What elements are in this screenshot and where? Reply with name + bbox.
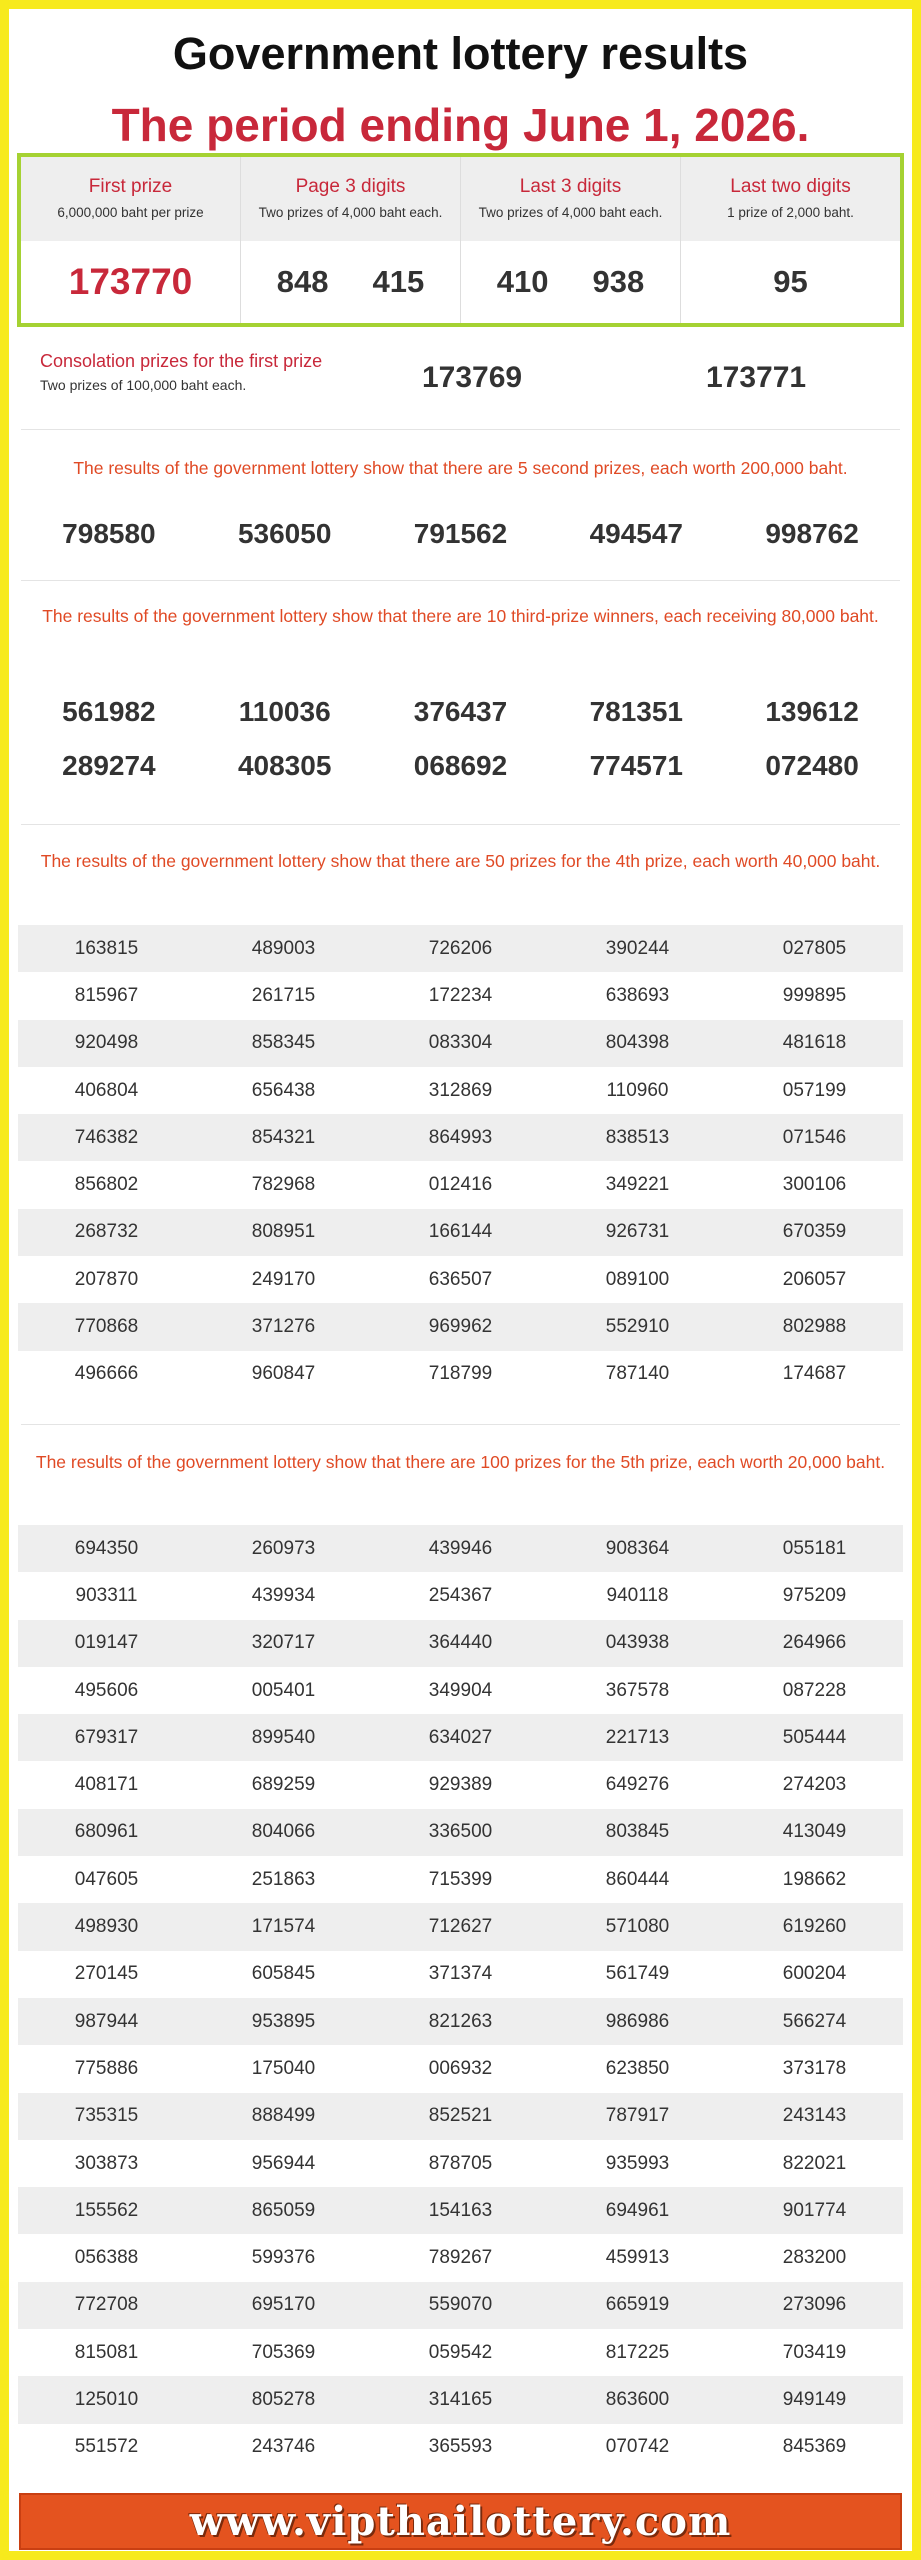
consolation-title: Consolation prizes for the first prize xyxy=(40,351,323,371)
divider xyxy=(21,580,900,581)
fifth-prize-number: 005401 xyxy=(251,1679,316,1701)
front3-values xyxy=(241,241,460,323)
second-prize-number: 536050 xyxy=(237,518,332,549)
third-prize-number: 068692 xyxy=(413,750,508,781)
front3-number: 848 xyxy=(276,264,329,299)
fifth-prize-number: 320717 xyxy=(251,1632,316,1654)
table-row xyxy=(18,925,903,972)
table-row xyxy=(18,1998,903,2045)
fifth-prize-number: 787917 xyxy=(605,2105,670,2127)
fifth-prize-number: 439934 xyxy=(251,1584,316,1606)
fourth-prize-number: 670359 xyxy=(782,1221,847,1243)
fifth-prize-number: 935993 xyxy=(605,2152,670,2174)
fifth-prize-number: 715399 xyxy=(428,1868,493,1890)
table-row xyxy=(18,1209,903,1256)
fifth-prize-number: 821263 xyxy=(428,2010,493,2032)
fourth-prize-number: 349221 xyxy=(605,1174,670,1196)
fourth-prize-number: 012416 xyxy=(428,1174,493,1196)
fourth-prize-number: 656438 xyxy=(251,1079,316,1101)
fifth-prize-number: 373178 xyxy=(782,2057,847,2079)
fourth-prize-number: 638693 xyxy=(605,984,670,1006)
fifth-prize-number: 822021 xyxy=(782,2152,847,2174)
second-prize-number: 494547 xyxy=(589,518,683,549)
fourth-prize-number: 858345 xyxy=(251,1032,316,1054)
fifth-prize-number: 303873 xyxy=(74,2152,139,2174)
fourth-prize-number: 268732 xyxy=(74,1221,139,1243)
table-row xyxy=(18,2093,903,2140)
fifth-prize-number: 561749 xyxy=(605,1963,670,1985)
second-prize-number: 798580 xyxy=(62,518,156,549)
fifth-prize-number: 817225 xyxy=(605,2341,670,2363)
third-prize-row xyxy=(21,750,900,782)
fifth-prize-number: 619260 xyxy=(782,1916,847,1938)
fifth-prize-number: 695170 xyxy=(251,2294,316,2316)
fifth-prize-number: 789267 xyxy=(428,2247,493,2269)
fourth-prize-number: 110960 xyxy=(606,1079,669,1101)
fifth-prize-number: 260973 xyxy=(251,1537,316,1559)
front3-column xyxy=(241,157,461,323)
fifth-prize-number: 221713 xyxy=(605,1726,670,1748)
fourth-prize-number: 864993 xyxy=(428,1126,493,1148)
fourth-prize-number: 808951 xyxy=(251,1221,316,1243)
first-prize-amount: 6,000,000 baht per prize xyxy=(57,205,204,220)
second-prize-number: 791562 xyxy=(413,518,508,549)
table-row xyxy=(18,1714,903,1761)
third-prize-number: 408305 xyxy=(237,750,332,781)
fifth-prize-number: 845369 xyxy=(782,2436,847,2458)
fourth-prize-number: 770868 xyxy=(74,1316,139,1338)
fourth-prize-number: 089100 xyxy=(605,1268,670,1290)
consolation-number: 173769 xyxy=(422,361,523,394)
table-row xyxy=(18,2376,903,2423)
last2-amount: 1 prize of 2,000 baht. xyxy=(727,205,854,220)
fourth-prize-number: 172234 xyxy=(428,984,493,1006)
fourth-prize-number: 481618 xyxy=(782,1032,847,1054)
fifth-prize-number: 365593 xyxy=(428,2436,493,2458)
fifth-prize-number: 019147 xyxy=(74,1632,139,1654)
fifth-prize-number: 605845 xyxy=(251,1963,316,1985)
fifth-prize-number: 408171 xyxy=(74,1774,139,1796)
fourth-prize-number: 300106 xyxy=(782,1174,847,1196)
last2-column xyxy=(681,157,900,323)
last2-header xyxy=(681,157,900,241)
fourth-prize-number: 746382 xyxy=(74,1126,139,1148)
fourth-prize-number: 406804 xyxy=(74,1079,139,1101)
fourth-prize-number: 920498 xyxy=(74,1032,139,1054)
fifth-prize-number: 805278 xyxy=(251,2388,316,2410)
front3-label: Page 3 digits xyxy=(295,176,406,197)
fifth-prize-number: 571080 xyxy=(605,1916,670,1938)
fourth-prize-number: 174687 xyxy=(782,1363,847,1385)
third-prize-number: 376437 xyxy=(413,696,508,727)
front3-number: 415 xyxy=(372,264,425,299)
fourth-prize-number: 969962 xyxy=(428,1316,493,1338)
fourth-prize-number: 166144 xyxy=(428,1221,493,1243)
fifth-prize-number: 665919 xyxy=(605,2294,670,2316)
fourth-prize-number: 057199 xyxy=(782,1079,847,1101)
table-row xyxy=(18,1020,903,1067)
table-row xyxy=(18,2234,903,2281)
table-row xyxy=(18,2187,903,2234)
fifth-prize-number: 956944 xyxy=(251,2152,316,2174)
fourth-prize-number: 802988 xyxy=(782,1316,847,1338)
third-prize-number: 561982 xyxy=(62,696,156,727)
fifth-prize-number: 043938 xyxy=(605,1632,670,1654)
table-row xyxy=(18,2282,903,2329)
fourth-prize-number: 261715 xyxy=(251,984,316,1006)
table-row xyxy=(18,1809,903,1856)
fifth-prize-number: 198662 xyxy=(782,1868,847,1890)
table-row xyxy=(18,2140,903,2187)
third-prize-number: 072480 xyxy=(765,750,859,781)
fifth-prize-number: 055181 xyxy=(782,1537,847,1559)
table-row xyxy=(18,1856,903,1903)
fifth-prize-number: 929389 xyxy=(428,1774,493,1796)
fifth-prize-number: 901774 xyxy=(782,2199,847,2221)
fifth-prize-number: 155562 xyxy=(74,2199,139,2221)
fifth-prize-number: 125010 xyxy=(74,2388,139,2410)
fifth-prize-number: 047605 xyxy=(74,1868,139,1890)
fourth-prize-number: 496666 xyxy=(74,1363,139,1385)
fifth-prize-number: 975209 xyxy=(782,1584,847,1606)
fifth-prize-number: 175040 xyxy=(251,2057,316,2079)
fourth-prize-number: 071546 xyxy=(782,1126,847,1148)
fifth-prize-number: 679317 xyxy=(74,1726,139,1748)
first-prize-label: First prize xyxy=(88,176,173,197)
front3-amount: Two prizes of 4,000 baht each. xyxy=(258,205,443,220)
table-row xyxy=(18,2329,903,2376)
fifth-prize-number: 804066 xyxy=(251,1821,316,1843)
fourth-prize-number: 390244 xyxy=(605,937,670,959)
period-title: The period ending June 1, 2026. xyxy=(111,99,810,151)
fifth-prize-number: 254367 xyxy=(428,1584,493,1606)
fourth-prize-number: 999895 xyxy=(782,984,847,1006)
fifth-prize-number: 498930 xyxy=(74,1916,139,1938)
fifth-prize-number: 439946 xyxy=(428,1537,493,1559)
fourth-prize-number: 552910 xyxy=(605,1316,670,1338)
last3-amount: Two prizes of 4,000 baht each. xyxy=(478,205,663,220)
fifth-prize-number: 283200 xyxy=(782,2247,847,2269)
consolation-number: 173771 xyxy=(706,361,807,394)
fifth-prize-number: 600204 xyxy=(782,1963,847,1985)
fifth-prize-number: 264966 xyxy=(782,1632,847,1654)
fifth-prize-number: 987944 xyxy=(74,2010,139,2032)
fifth-prize-number: 566274 xyxy=(782,2010,847,2032)
fourth-prize-number: 083304 xyxy=(428,1032,493,1054)
third-prize-number: 289274 xyxy=(62,750,156,781)
fifth-prize-number: 413049 xyxy=(782,1821,847,1843)
table-row xyxy=(18,972,903,1019)
fifth-prize-number: 087228 xyxy=(782,1679,847,1701)
second-prize-title: The results of the government lottery show that there are 5 second prizes, each worth 200,000 baht. xyxy=(73,458,848,478)
fifth-prize-number: 705369 xyxy=(251,2341,316,2363)
fifth-prize-number: 349904 xyxy=(428,1679,493,1701)
fifth-prize-number: 703419 xyxy=(782,2341,847,2363)
first-prize-column xyxy=(21,157,241,323)
page-title: Government lottery results xyxy=(172,28,749,79)
table-row xyxy=(18,1572,903,1619)
fourth-prize-number: 838513 xyxy=(605,1126,670,1148)
second-prize-row xyxy=(21,518,900,550)
fifth-prize-number: 878705 xyxy=(428,2152,493,2174)
second-prize-number: 998762 xyxy=(765,518,859,549)
last3-values xyxy=(461,241,680,323)
fourth-prize-title: The results of the government lottery show that there are 50 prizes for the 4th prize, each worth 40,000 baht. xyxy=(40,851,881,871)
fourth-prize-number: 782968 xyxy=(251,1174,316,1196)
fourth-prize-number: 312869 xyxy=(428,1079,493,1101)
fifth-prize-number: 623850 xyxy=(605,2057,670,2079)
third-prize-row xyxy=(21,696,900,728)
fifth-prize-number: 852521 xyxy=(428,2105,493,2127)
fifth-prize-number: 551572 xyxy=(74,2436,139,2458)
fifth-prize-number: 689259 xyxy=(251,1774,316,1796)
last3-label: Last 3 digits xyxy=(519,176,622,197)
table-row xyxy=(18,1761,903,1808)
first-prize-value xyxy=(21,241,240,323)
fourth-prize-number: 207870 xyxy=(74,1268,139,1290)
fifth-prize-number: 772708 xyxy=(74,2294,139,2316)
last3-column xyxy=(461,157,681,323)
fifth-prize-number: 735315 xyxy=(74,2105,139,2127)
fifth-prize-number: 314165 xyxy=(428,2388,493,2410)
fifth-prize-number: 270145 xyxy=(74,1963,139,1985)
fifth-prize-number: 495606 xyxy=(74,1679,139,1701)
last2-number: 95 xyxy=(773,264,808,299)
fourth-prize-number: 726206 xyxy=(428,937,493,959)
fourth-prize-number: 854321 xyxy=(251,1126,316,1148)
fifth-prize-number: 680961 xyxy=(74,1821,139,1843)
last3-header xyxy=(461,157,680,241)
fifth-prize-title: The results of the government lottery show that there are 100 prizes for the 5th prize, each worth 20,000 baht. xyxy=(35,1452,886,1472)
fifth-prize-number: 274203 xyxy=(782,1774,847,1796)
table-row xyxy=(18,1303,903,1350)
fifth-prize-number: 694961 xyxy=(605,2199,670,2221)
table-row xyxy=(18,2424,903,2471)
fourth-prize-number: 489003 xyxy=(251,937,316,959)
fifth-prize-number: 986986 xyxy=(605,2010,670,2032)
fourth-prize-table xyxy=(18,925,903,1398)
fourth-prize-number: 163815 xyxy=(74,937,139,959)
table-row xyxy=(18,1525,903,1572)
fifth-prize-number: 940118 xyxy=(606,1584,669,1606)
fourth-prize-number: 027805 xyxy=(782,937,847,959)
fifth-prize-number: 634027 xyxy=(428,1726,493,1748)
fifth-prize-number: 599376 xyxy=(251,2247,316,2269)
table-row xyxy=(18,1351,903,1398)
fifth-prize-number: 649276 xyxy=(605,1774,670,1796)
fifth-prize-number: 888499 xyxy=(251,2105,316,2127)
third-prize-number: 774571 xyxy=(589,750,683,781)
last2-label: Last two digits xyxy=(730,176,851,197)
fifth-prize-number: 056388 xyxy=(74,2247,139,2269)
table-row xyxy=(18,1667,903,1714)
fifth-prize-number: 367578 xyxy=(605,1679,670,1701)
third-prize-number: 110036 xyxy=(238,696,331,727)
fifth-prize-number: 694350 xyxy=(74,1537,139,1559)
fifth-prize-number: 336500 xyxy=(428,1821,493,1843)
fifth-prize-number: 273096 xyxy=(782,2294,847,2316)
fifth-prize-number: 243143 xyxy=(782,2105,847,2127)
site-banner[interactable] xyxy=(19,2493,902,2550)
third-prize-number: 781351 xyxy=(589,696,683,727)
fifth-prize-number: 371374 xyxy=(428,1963,493,1985)
fifth-prize-number: 459913 xyxy=(605,2247,670,2269)
fifth-prize-number: 775886 xyxy=(74,2057,139,2079)
fifth-prize-number: 949149 xyxy=(782,2388,847,2410)
site-url[interactable]: www.vipthailottery.com xyxy=(189,2498,732,2545)
divider xyxy=(21,824,900,825)
fourth-prize-number: 815967 xyxy=(74,984,139,1006)
fifth-prize-number: 953895 xyxy=(251,2010,316,2032)
page-frame xyxy=(9,9,912,2551)
fifth-prize-number: 243746 xyxy=(251,2436,316,2458)
fifth-prize-number: 070742 xyxy=(605,2436,670,2458)
fourth-prize-number: 206057 xyxy=(782,1268,847,1290)
fifth-prize-number: 903311 xyxy=(75,1584,138,1606)
fifth-prize-number: 559070 xyxy=(428,2294,493,2316)
fourth-prize-number: 787140 xyxy=(605,1363,670,1385)
fifth-prize-number: 171574 xyxy=(251,1916,316,1938)
fourth-prize-number: 960847 xyxy=(251,1363,316,1385)
first-prize-header xyxy=(21,157,240,241)
fifth-prize-number: 006932 xyxy=(428,2057,493,2079)
fifth-prize-number: 712627 xyxy=(428,1916,493,1938)
front3-header xyxy=(241,157,460,241)
fifth-prize-number: 908364 xyxy=(605,1537,670,1559)
table-row xyxy=(18,1161,903,1208)
fifth-prize-number: 815081 xyxy=(74,2341,139,2363)
fifth-prize-table xyxy=(18,1525,903,2471)
consolation-prizes xyxy=(9,339,912,429)
table-row xyxy=(18,1256,903,1303)
fifth-prize-number: 505444 xyxy=(782,1726,847,1748)
fourth-prize-number: 856802 xyxy=(74,1174,139,1196)
table-row xyxy=(18,1067,903,1114)
fifth-prize-number: 803845 xyxy=(605,1821,670,1843)
table-row xyxy=(18,2045,903,2092)
last2-value xyxy=(681,241,900,323)
fifth-prize-number: 059542 xyxy=(428,2341,493,2363)
table-row xyxy=(18,1951,903,1998)
fourth-prize-number: 804398 xyxy=(605,1032,670,1054)
fourth-prize-number: 926731 xyxy=(605,1221,670,1243)
fifth-prize-number: 863600 xyxy=(605,2388,670,2410)
fifth-prize-number: 899540 xyxy=(251,1726,316,1748)
fourth-prize-number: 371276 xyxy=(251,1316,316,1338)
fifth-prize-number: 364440 xyxy=(428,1632,493,1654)
fourth-prize-number: 718799 xyxy=(428,1363,493,1385)
divider xyxy=(21,429,900,430)
fifth-prize-number: 865059 xyxy=(251,2199,316,2221)
divider xyxy=(21,1424,900,1425)
fifth-prize-number: 154163 xyxy=(428,2199,493,2221)
top-prizes-table xyxy=(17,153,904,327)
fifth-prize-number: 860444 xyxy=(605,1868,670,1890)
third-prize-number: 139612 xyxy=(765,696,859,727)
table-row xyxy=(18,1114,903,1161)
fourth-prize-number: 249170 xyxy=(251,1268,316,1290)
fourth-prize-number: 636507 xyxy=(428,1268,493,1290)
first-prize-number: 173770 xyxy=(68,261,193,302)
last3-number: 410 xyxy=(496,264,549,299)
third-prize-title: The results of the government lottery show that there are 10 third-prize winners, each receiving 80,000 baht. xyxy=(42,606,879,626)
table-row xyxy=(18,1620,903,1667)
table-row xyxy=(18,1903,903,1950)
fifth-prize-number: 251863 xyxy=(251,1868,316,1890)
consolation-amount: Two prizes of 100,000 baht each. xyxy=(40,377,247,393)
last3-number: 938 xyxy=(592,264,645,299)
